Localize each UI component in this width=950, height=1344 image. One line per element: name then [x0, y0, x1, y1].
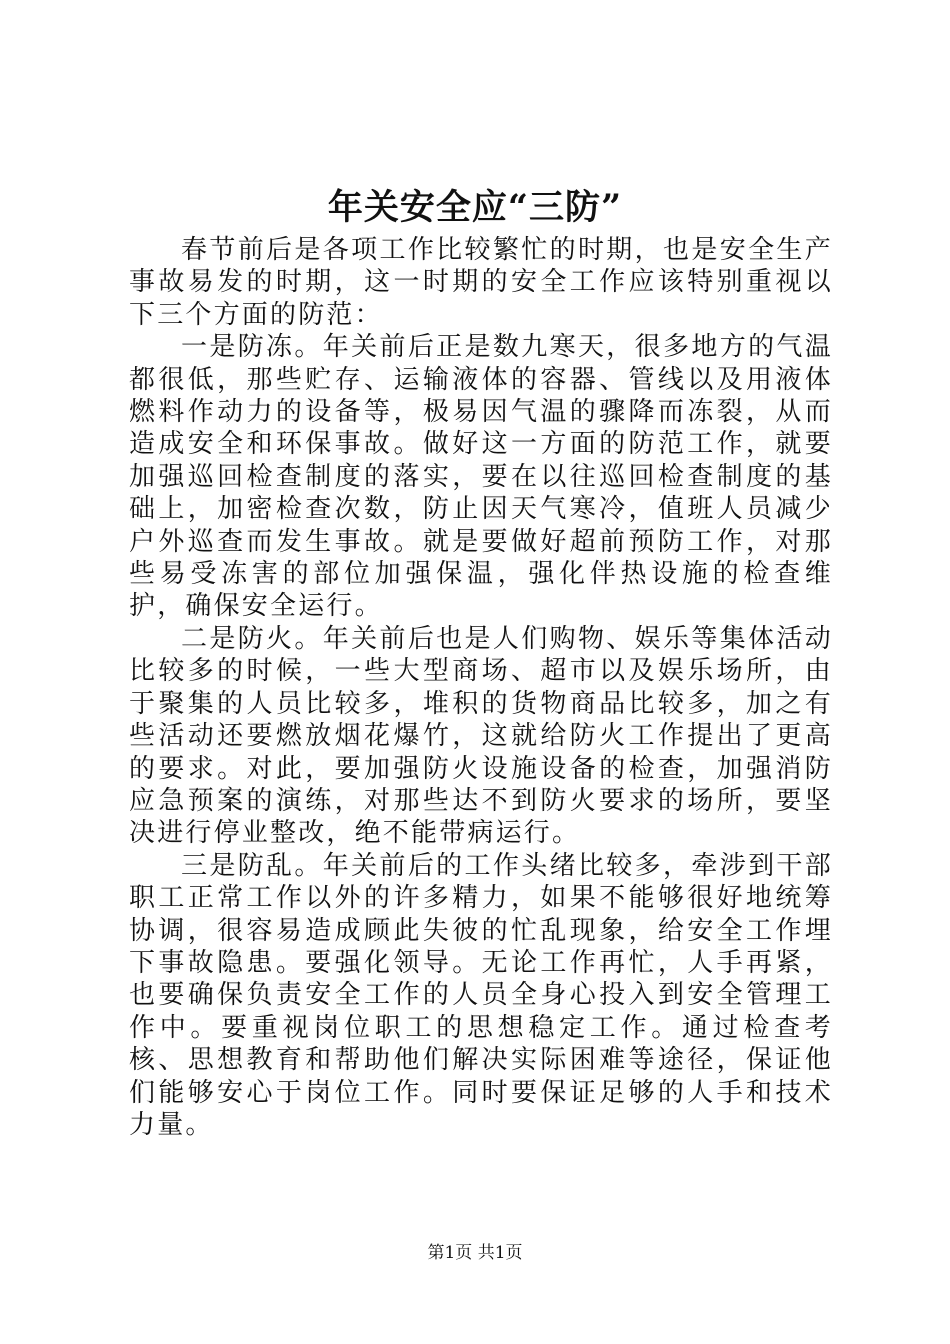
document-body — [129, 234, 833, 1141]
page-footer: 第1页 共1页 — [427, 1243, 523, 1263]
document-title: 年关安全应“三防” — [327, 187, 623, 228]
paragraph-anti-freeze: 一是防冻。年关前后正是数九寒天，很多地方的气温都很低，那些贮存、运输液体的容器、管线以及用液体燃料作动力的设备等，极易因气温的骤降而冻裂，从而造成安全和环保事故。做好这一方面的防范工作，就要加强巡回检查制度的落实，要在以往巡回检查制度的基础上，加密检查次数，防止因天气寒冷，值班人员减少户外巡查而发生事故。就是要做好超前预防工作，对那些易受冻害的部位加强保温，强化伴热设施的检查维护，确保安全运行。 — [129, 332, 833, 622]
paragraph-intro: 春节前后是各项工作比较繁忙的时期，也是安全生产事故易发的时期，这一时期的安全工作应该特别重视以下三个方面的防范： — [129, 235, 833, 330]
paragraph-anti-chaos: 三是防乱。年关前后的工作头绪比较多，牵涉到干部职工正常工作以外的许多精力，如果不能够很好地统筹协调，很容易造成顾此失彼的忙乱现象，给安全工作埋下事故隐患。要强化领导。无论工作再忙，人手再紧，也要确保负责安全工作的人员全身心投入到安全管理工作中。要重视岗位职工的思想稳定工作。通过检查考核、思想教育和帮助他们解决实际困难等途径，保证他们能够安心于岗位工作。同时要保证足够的人手和技术力量。 — [129, 850, 833, 1140]
paragraph-anti-fire: 二是防火。年关前后也是人们购物、娱乐等集体活动比较多的时候，一些大型商场、超市以及娱乐场所，由于聚集的人员比较多，堆积的货物商品比较多，加之有些活动还要燃放烟花爆竹，这就给防火工作提出了更高的要求。对此，要加强防火设施设备的检查，加强消防应急预案的演练，对那些达不到防火要求的场所，要坚决进行停业整改，绝不能带病运行。 — [129, 623, 833, 849]
